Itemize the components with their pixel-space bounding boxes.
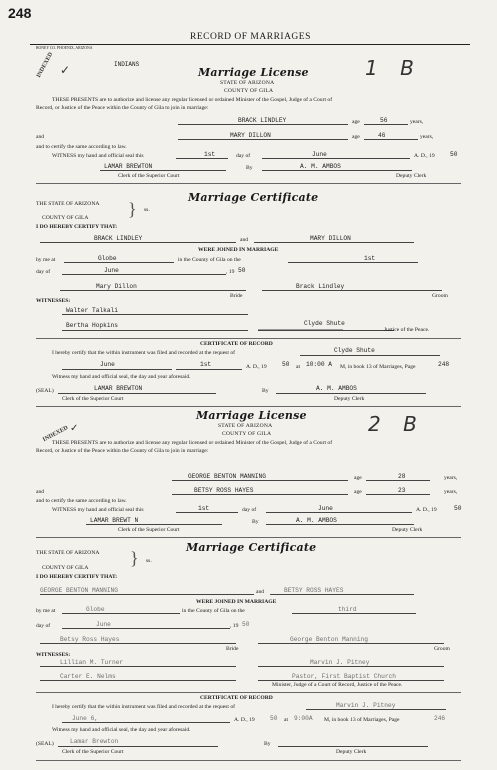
- bride-name: BETSY ROSS HAYES: [194, 487, 254, 494]
- separator: [36, 406, 461, 407]
- cert-certify: I DO HEREBY CERTIFY THAT:: [36, 574, 118, 580]
- record-year: 50: [270, 715, 278, 722]
- license-day: 1st: [204, 151, 216, 158]
- cert-bride: BETSY ROSS HAYES: [284, 587, 344, 594]
- and-label: and: [36, 134, 45, 140]
- certify-text: and to certify the same according to law.: [36, 498, 127, 504]
- cert-certify: I DO HEREBY CERTIFY THAT:: [36, 224, 118, 230]
- bride-age: 46: [378, 132, 386, 139]
- cert-year: 50: [242, 621, 250, 628]
- cert-day: 1st: [364, 255, 376, 262]
- cert-place: Globe: [86, 606, 105, 613]
- cert-place: Globe: [98, 255, 117, 262]
- groom-name: GEORGE BENTON MANNING: [188, 473, 266, 480]
- certificate-title: Marriage Certificate: [188, 191, 319, 204]
- ad-label: A. D., 19: [414, 153, 435, 159]
- record-witness-text: Witness my hand and official seal, the day and year aforesaid.: [52, 727, 191, 733]
- entry-number-1: 1 B: [365, 56, 422, 80]
- day-of-label: day of: [242, 507, 257, 513]
- years-label: years,: [444, 475, 458, 481]
- book-text: M, in book 13 of Marriages, Page: [324, 717, 400, 723]
- ss-label: ss.: [144, 207, 150, 213]
- by-label: By: [252, 519, 259, 525]
- by-label: By: [262, 388, 269, 394]
- brace: }: [128, 199, 137, 219]
- groom-name: BRACK LINDLEY: [238, 117, 287, 124]
- separator: [36, 537, 461, 538]
- cert-county: COUNTY OF GILA: [42, 215, 89, 221]
- groom-label: Groom: [434, 646, 450, 652]
- witnesses-label: WITNESSES:: [36, 652, 71, 658]
- certify-text: and to certify the same according to law.: [36, 144, 127, 150]
- bride-age: 23: [398, 487, 406, 494]
- bride-label: Bride: [226, 646, 239, 652]
- clerk-name: LAMAR BREWT N: [90, 517, 139, 524]
- license-state: STATE OF ARIZONA: [218, 423, 273, 429]
- indexed-stamp: INDEXED: [36, 51, 55, 79]
- book-text: M, in book 13 of Marriages, Page: [340, 364, 416, 370]
- record-day: 1st: [200, 361, 212, 368]
- cert-day: third: [338, 606, 357, 613]
- license-year: 50: [454, 505, 462, 512]
- clerk-role: Clerk of the Superior Court: [62, 396, 124, 402]
- record-page: 248: [438, 361, 450, 368]
- witness-2: Carter E. Nelms: [60, 673, 116, 680]
- joined-label: WERE JOINED IN MARRIAGE: [196, 599, 277, 605]
- record-date: June 6,: [72, 715, 98, 722]
- header-rule: [30, 44, 470, 45]
- witness-1: Walter Talkali: [66, 307, 118, 314]
- record-time: 9:00A: [294, 715, 313, 722]
- witness-2: Bertha Hopkins: [66, 322, 118, 329]
- year-prefix: , 19: [226, 269, 235, 275]
- license-month: June: [312, 151, 327, 158]
- witness-text: WITNESS my hand and official seal this: [52, 507, 144, 513]
- and-label: and: [36, 489, 45, 495]
- deputy-role: Deputy Clerk: [396, 173, 427, 179]
- deputy-role: Deputy Clerk: [392, 527, 423, 533]
- license-body-2: Record, or Justice of the Peace within the County of Gila to join in marriage:: [36, 448, 209, 454]
- ad-label: A. D., 19: [416, 507, 437, 513]
- cert-state: THE STATE OF ARIZONA: [36, 550, 100, 556]
- witness-text: WITNESS my hand and official seal this: [52, 153, 144, 159]
- record-year: 50: [282, 361, 290, 368]
- by-me-at: by me at: [36, 257, 56, 263]
- age-label: age: [352, 134, 360, 140]
- ss-label: ss.: [146, 558, 152, 564]
- year-prefix: , 19: [230, 623, 239, 629]
- years-label: years,: [410, 119, 424, 125]
- license-body: THESE PRESENTS are to authorize and license any regular licensed or ordained Minister of the Gospel, Judge of a Court of: [52, 97, 333, 103]
- day-of-label: day of: [36, 269, 51, 275]
- page-title: RECORD OF MARRIAGES: [190, 32, 311, 42]
- certificate-title: Marriage Certificate: [186, 541, 317, 554]
- bride-signature: Betsy Ross Hayes: [60, 636, 120, 643]
- ad-label: A. D., 19: [246, 364, 267, 370]
- and-label: and: [256, 589, 265, 595]
- clerk-role: Clerk of the Superior Court: [62, 749, 124, 755]
- deputy-name: A. M. AMBOS: [296, 517, 337, 524]
- cert-month: June: [104, 267, 119, 274]
- groom-signature: Brack Lindley: [296, 283, 345, 290]
- clerk-role: Clerk of the Superior Court: [118, 527, 180, 533]
- license-county: COUNTY OF GILA: [222, 431, 272, 437]
- check-mark: ✓: [60, 63, 71, 77]
- ad-label: A. D., 19: [234, 717, 255, 723]
- day-of-label: day of: [36, 623, 51, 629]
- witness-1: Lillian M. Turner: [60, 659, 124, 666]
- record-month: June: [100, 361, 115, 368]
- record-clerk: LAMAR BREWTON: [94, 385, 143, 392]
- record-text: I hereby certify that the within instrument was filed and recorded at the request of: [52, 350, 235, 356]
- record-requester: Marvin J. Pitney: [336, 702, 396, 709]
- bride-signature: Mary Dillon: [96, 283, 137, 290]
- record-text: I hereby certify that the within instrument was filed and recorded at the request of: [52, 704, 235, 710]
- years-label: years,: [444, 489, 458, 495]
- cert-year: 50: [238, 267, 246, 274]
- bride-name: MARY DILLON: [230, 132, 271, 139]
- at-label: at: [296, 364, 301, 370]
- by-me-at: by me at: [36, 608, 56, 614]
- officiant-role: Minister, Judge of a Court of Record, Justice of the Peace.: [272, 682, 403, 688]
- license-body: THESE PRESENTS are to authorize and license any regular licensed or ordained Minister of the Gospel, Judge of a Court of: [52, 440, 333, 446]
- record-title: CERTIFICATE OF RECORD: [200, 341, 273, 347]
- record-requester: Clyde Shute: [334, 347, 375, 354]
- record-clerk: Lamar Brewton: [70, 738, 119, 745]
- groom-label: Groom: [432, 293, 448, 299]
- record-deputy: A. M. AMBOS: [316, 385, 357, 392]
- day-of-label: day of: [236, 153, 251, 159]
- license-county: COUNTY OF GILA: [224, 88, 274, 94]
- cert-groom: BRACK LINDLEY: [94, 235, 143, 242]
- record-title: CERTIFICATE OF RECORD: [200, 695, 273, 701]
- deputy-role: Deputy Clerk: [334, 396, 365, 402]
- separator: [36, 760, 461, 761]
- officiant-title: Pastor, First Baptist Church: [292, 673, 396, 680]
- separator: [36, 692, 461, 693]
- bride-label: Bride: [230, 293, 243, 299]
- indians-note: INDIANS: [114, 61, 140, 68]
- separator: [36, 183, 461, 184]
- seal-label: (SEAL): [36, 741, 54, 747]
- groom-age: 28: [398, 473, 406, 480]
- years-label: years,: [420, 134, 434, 140]
- entry-number-2: 2 B: [368, 412, 425, 436]
- brace: }: [130, 548, 139, 568]
- groom-signature: George Benton Manning: [290, 636, 368, 643]
- license-day: 1st: [198, 505, 210, 512]
- age-label: age: [354, 475, 362, 481]
- cert-state: THE STATE OF ARIZONA: [36, 201, 100, 207]
- license-body-2: Record, or Justice of the Peace within the County of Gila to join in marriage:: [36, 105, 209, 111]
- license-state: STATE OF ARIZONA: [220, 80, 275, 86]
- groom-age: 56: [380, 117, 388, 124]
- at-label: at: [284, 717, 289, 723]
- cert-groom: GEORGE BENTON MANNING: [40, 587, 118, 594]
- officiant-name: Marvin J. Pitney: [310, 659, 370, 666]
- seal-label: (SEAL): [36, 388, 54, 394]
- cert-county: COUNTY OF GILA: [42, 565, 89, 571]
- county-phrase: in the County of Gila on the: [182, 608, 245, 614]
- joined-label: WERE JOINED IN MARRIAGE: [198, 247, 279, 253]
- officiant-name: Clyde Shute: [304, 320, 345, 327]
- and-label: and: [240, 237, 249, 243]
- page-number: 248: [8, 5, 32, 21]
- struck-print: ▬▬▬▬▬▬▬▬▬▬▬▬▬▬▬▬▬: [258, 328, 343, 333]
- clerk-role: Clerk of the Superior Court: [118, 173, 180, 179]
- cert-month: June: [96, 621, 111, 628]
- deputy-role: Deputy Clerk: [336, 749, 367, 755]
- by-label: By: [246, 165, 253, 171]
- license-title: Marriage License: [198, 66, 309, 79]
- age-label: age: [352, 119, 360, 125]
- record-page: 246: [434, 715, 446, 722]
- license-year: 50: [450, 151, 458, 158]
- license-month: June: [318, 505, 333, 512]
- separator: [36, 338, 461, 339]
- deputy-name: A. M. AMBOS: [300, 163, 341, 170]
- check-mark: ✓: [70, 423, 79, 434]
- by-label: By: [264, 741, 271, 747]
- witnesses-label: WITNESSES:: [36, 298, 71, 304]
- clerk-name: LAMAR BREWTON: [104, 163, 153, 170]
- cert-bride: MARY DILLON: [310, 235, 351, 242]
- record-witness-text: Witness my hand and official seal, the day and year aforesaid.: [52, 374, 191, 380]
- record-time: 10:00 A: [306, 361, 332, 368]
- license-title: Marriage License: [196, 409, 307, 422]
- printer-imprint: BONEY CO. PHOENIX, ARIZONA: [36, 46, 93, 50]
- officiant-role: Justice of the Peace.: [384, 327, 430, 333]
- county-phrase: in the County of Gila on the: [178, 257, 241, 263]
- indexed-stamp: INDEXED: [42, 425, 70, 444]
- age-label: age: [354, 489, 362, 495]
